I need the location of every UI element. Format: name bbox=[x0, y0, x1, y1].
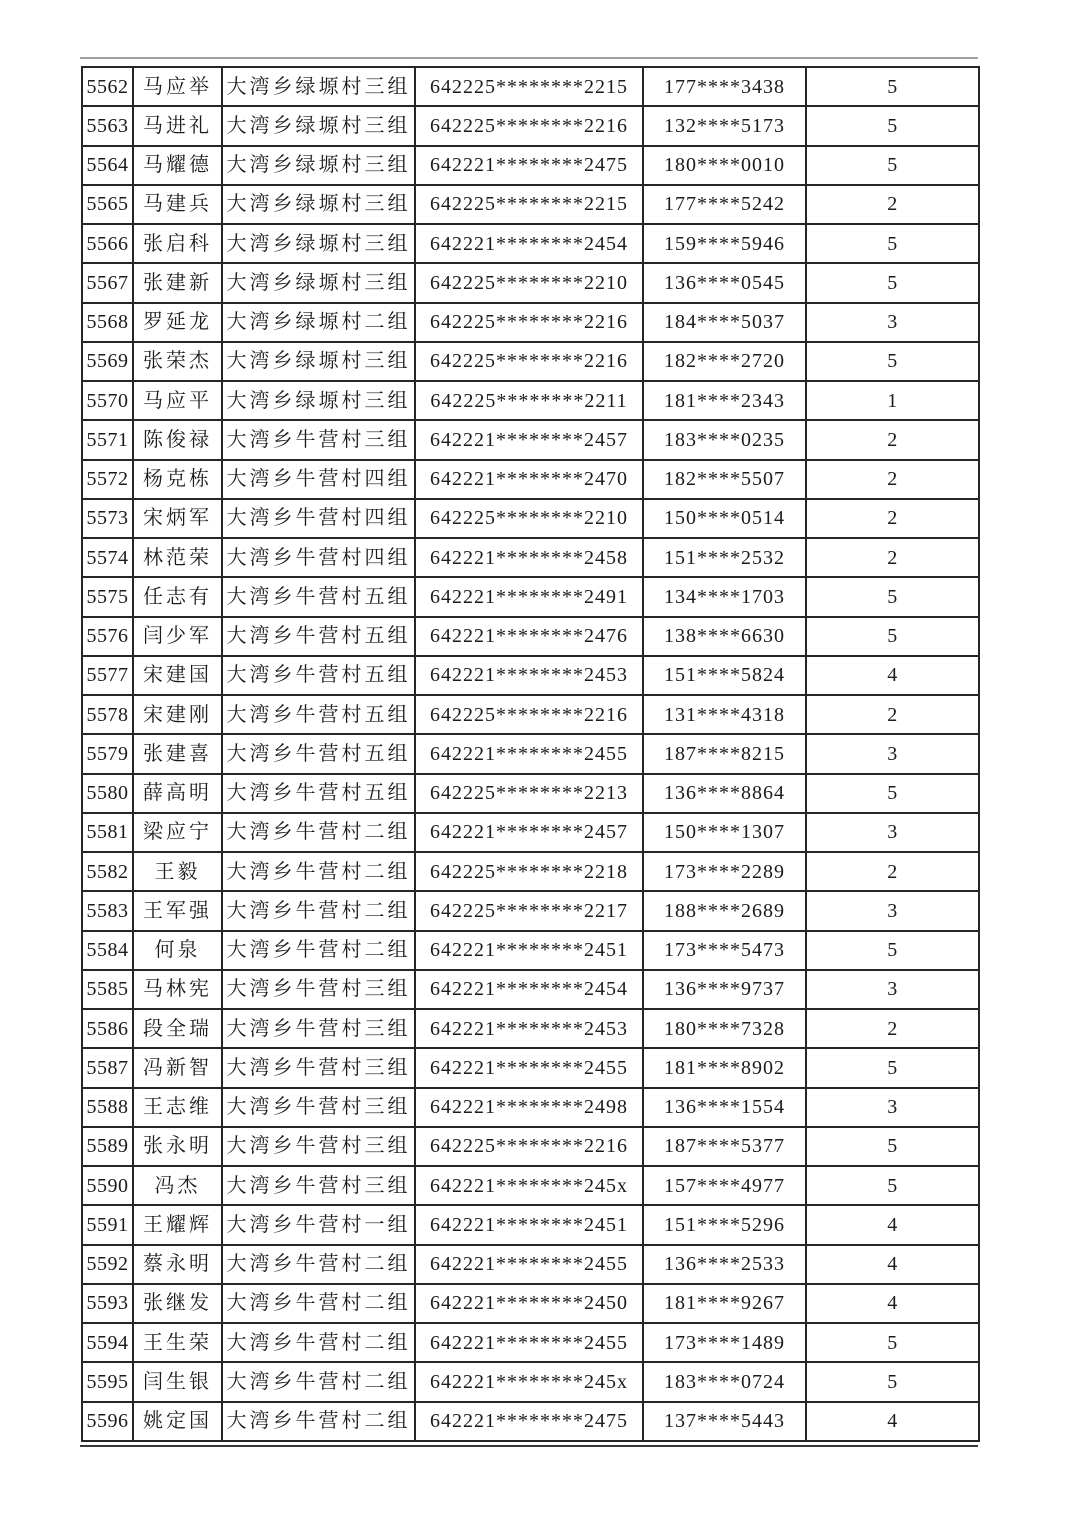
phone-cell: 183****0235 bbox=[643, 420, 806, 459]
table-row bbox=[82, 813, 979, 852]
id-number-cell: 642221********2451 bbox=[415, 1205, 643, 1244]
serial-cell: 5583 bbox=[82, 891, 133, 930]
name-cell: 马应平 bbox=[133, 381, 222, 420]
table-row bbox=[82, 342, 979, 381]
count-cell: 4 bbox=[806, 1205, 979, 1244]
address-cell: 大湾乡牛营村五组 bbox=[222, 656, 415, 695]
table-row bbox=[82, 1245, 979, 1284]
address-cell: 大湾乡绿塬村三组 bbox=[222, 146, 415, 185]
phone-cell: 150****0514 bbox=[643, 499, 806, 538]
name-cell: 任志有 bbox=[133, 577, 222, 616]
phone-cell: 184****5037 bbox=[643, 303, 806, 342]
phone-cell: 181****2343 bbox=[643, 381, 806, 420]
count-cell: 3 bbox=[806, 891, 979, 930]
table-row bbox=[82, 460, 979, 499]
count-cell: 2 bbox=[806, 460, 979, 499]
phone-cell: 182****2720 bbox=[643, 342, 806, 381]
phone-cell: 173****5473 bbox=[643, 931, 806, 970]
id-number-cell: 642225********2215 bbox=[415, 67, 643, 106]
table-row bbox=[82, 420, 979, 459]
count-cell: 3 bbox=[806, 734, 979, 773]
phone-cell: 136****0545 bbox=[643, 263, 806, 302]
name-cell: 马林宪 bbox=[133, 970, 222, 1009]
id-number-cell: 642225********2216 bbox=[415, 695, 643, 734]
id-number-cell: 642221********2451 bbox=[415, 931, 643, 970]
name-cell: 宋建刚 bbox=[133, 695, 222, 734]
address-cell: 大湾乡牛营村五组 bbox=[222, 617, 415, 656]
id-number-cell: 642221********245x bbox=[415, 1166, 643, 1205]
phone-cell: 181****8902 bbox=[643, 1048, 806, 1087]
id-number-cell: 642225********2215 bbox=[415, 185, 643, 224]
address-cell: 大湾乡牛营村五组 bbox=[222, 577, 415, 616]
table-row bbox=[82, 146, 979, 185]
serial-cell: 5578 bbox=[82, 695, 133, 734]
address-cell: 大湾乡牛营村四组 bbox=[222, 499, 415, 538]
id-number-cell: 642221********2454 bbox=[415, 970, 643, 1009]
id-number-cell: 642221********2455 bbox=[415, 1048, 643, 1087]
table-row bbox=[82, 774, 979, 813]
id-number-cell: 642225********2216 bbox=[415, 106, 643, 145]
table-row bbox=[82, 1402, 979, 1442]
address-cell: 大湾乡牛营村三组 bbox=[222, 1166, 415, 1205]
serial-cell: 5573 bbox=[82, 499, 133, 538]
phone-cell: 136****9737 bbox=[643, 970, 806, 1009]
address-cell: 大湾乡绿塬村三组 bbox=[222, 381, 415, 420]
count-cell: 4 bbox=[806, 1245, 979, 1284]
address-cell: 大湾乡牛营村五组 bbox=[222, 774, 415, 813]
table-row bbox=[82, 931, 979, 970]
phone-cell: 137****5443 bbox=[643, 1402, 806, 1442]
serial-cell: 5572 bbox=[82, 460, 133, 499]
name-cell: 马应举 bbox=[133, 67, 222, 106]
id-number-cell: 642221********2475 bbox=[415, 146, 643, 185]
serial-cell: 5595 bbox=[82, 1362, 133, 1401]
id-number-cell: 642221********2458 bbox=[415, 538, 643, 577]
name-cell: 杨克栋 bbox=[133, 460, 222, 499]
address-cell: 大湾乡牛营村二组 bbox=[222, 1284, 415, 1323]
address-cell: 大湾乡牛营村五组 bbox=[222, 734, 415, 773]
address-cell: 大湾乡绿塬村三组 bbox=[222, 106, 415, 145]
table-row bbox=[82, 1009, 979, 1048]
count-cell: 2 bbox=[806, 695, 979, 734]
phone-cell: 151****5824 bbox=[643, 656, 806, 695]
id-number-cell: 642221********245x bbox=[415, 1362, 643, 1401]
name-cell: 姚定国 bbox=[133, 1402, 222, 1442]
count-cell: 4 bbox=[806, 1402, 979, 1442]
name-cell: 王志维 bbox=[133, 1088, 222, 1127]
count-cell: 2 bbox=[806, 538, 979, 577]
name-cell: 蔡永明 bbox=[133, 1245, 222, 1284]
address-cell: 大湾乡牛营村三组 bbox=[222, 1009, 415, 1048]
phone-cell: 151****2532 bbox=[643, 538, 806, 577]
serial-cell: 5594 bbox=[82, 1323, 133, 1362]
id-number-cell: 642221********2454 bbox=[415, 224, 643, 263]
id-number-cell: 642221********2491 bbox=[415, 577, 643, 616]
table-row bbox=[82, 1284, 979, 1323]
id-number-cell: 642221********2453 bbox=[415, 1009, 643, 1048]
id-number-cell: 642225********2210 bbox=[415, 499, 643, 538]
serial-cell: 5579 bbox=[82, 734, 133, 773]
serial-cell: 5587 bbox=[82, 1048, 133, 1087]
serial-cell: 5565 bbox=[82, 185, 133, 224]
table-row bbox=[82, 106, 979, 145]
address-cell: 大湾乡牛营村四组 bbox=[222, 538, 415, 577]
phone-cell: 136****2533 bbox=[643, 1245, 806, 1284]
name-cell: 王耀辉 bbox=[133, 1205, 222, 1244]
serial-cell: 5564 bbox=[82, 146, 133, 185]
address-cell: 大湾乡牛营村一组 bbox=[222, 1205, 415, 1244]
serial-cell: 5570 bbox=[82, 381, 133, 420]
name-cell: 罗延龙 bbox=[133, 303, 222, 342]
phone-cell: 181****9267 bbox=[643, 1284, 806, 1323]
phone-cell: 132****5173 bbox=[643, 106, 806, 145]
address-cell: 大湾乡牛营村二组 bbox=[222, 1245, 415, 1284]
name-cell: 马进礼 bbox=[133, 106, 222, 145]
count-cell: 5 bbox=[806, 1048, 979, 1087]
name-cell: 梁应宁 bbox=[133, 813, 222, 852]
phone-cell: 188****2689 bbox=[643, 891, 806, 930]
count-cell: 1 bbox=[806, 381, 979, 420]
count-cell: 3 bbox=[806, 1088, 979, 1127]
serial-cell: 5584 bbox=[82, 931, 133, 970]
table-row bbox=[82, 185, 979, 224]
serial-cell: 5568 bbox=[82, 303, 133, 342]
phone-cell: 183****0724 bbox=[643, 1362, 806, 1401]
table-row bbox=[82, 617, 979, 656]
serial-cell: 5585 bbox=[82, 970, 133, 1009]
id-number-cell: 642225********2211 bbox=[415, 381, 643, 420]
phone-cell: 134****1703 bbox=[643, 577, 806, 616]
id-number-cell: 642221********2453 bbox=[415, 656, 643, 695]
id-number-cell: 642221********2450 bbox=[415, 1284, 643, 1323]
id-number-cell: 642221********2457 bbox=[415, 420, 643, 459]
count-cell: 2 bbox=[806, 1009, 979, 1048]
address-cell: 大湾乡牛营村五组 bbox=[222, 695, 415, 734]
phone-cell: 136****8864 bbox=[643, 774, 806, 813]
serial-cell: 5589 bbox=[82, 1127, 133, 1166]
count-cell: 5 bbox=[806, 617, 979, 656]
count-cell: 4 bbox=[806, 656, 979, 695]
count-cell: 5 bbox=[806, 1166, 979, 1205]
table-row bbox=[82, 1362, 979, 1401]
table-row bbox=[82, 695, 979, 734]
count-cell: 5 bbox=[806, 1362, 979, 1401]
name-cell: 冯新智 bbox=[133, 1048, 222, 1087]
name-cell: 马建兵 bbox=[133, 185, 222, 224]
count-cell: 5 bbox=[806, 774, 979, 813]
serial-cell: 5591 bbox=[82, 1205, 133, 1244]
id-number-cell: 642221********2498 bbox=[415, 1088, 643, 1127]
name-cell: 王军强 bbox=[133, 891, 222, 930]
phone-cell: 182****5507 bbox=[643, 460, 806, 499]
phone-cell: 150****1307 bbox=[643, 813, 806, 852]
table-row bbox=[82, 852, 979, 891]
phone-cell: 136****1554 bbox=[643, 1088, 806, 1127]
serial-cell: 5592 bbox=[82, 1245, 133, 1284]
name-cell: 张荣杰 bbox=[133, 342, 222, 381]
serial-cell: 5580 bbox=[82, 774, 133, 813]
count-cell: 3 bbox=[806, 303, 979, 342]
address-cell: 大湾乡牛营村二组 bbox=[222, 891, 415, 930]
address-cell: 大湾乡牛营村二组 bbox=[222, 852, 415, 891]
table-row bbox=[82, 303, 979, 342]
count-cell: 3 bbox=[806, 813, 979, 852]
phone-cell: 180****7328 bbox=[643, 1009, 806, 1048]
name-cell: 闫生银 bbox=[133, 1362, 222, 1401]
serial-cell: 5563 bbox=[82, 106, 133, 145]
phone-cell: 159****5946 bbox=[643, 224, 806, 263]
name-cell: 林范荣 bbox=[133, 538, 222, 577]
serial-cell: 5574 bbox=[82, 538, 133, 577]
table-row bbox=[82, 734, 979, 773]
serial-cell: 5590 bbox=[82, 1166, 133, 1205]
id-number-cell: 642221********2455 bbox=[415, 1323, 643, 1362]
count-cell: 5 bbox=[806, 577, 979, 616]
phone-cell: 177****5242 bbox=[643, 185, 806, 224]
serial-cell: 5586 bbox=[82, 1009, 133, 1048]
phone-cell: 138****6630 bbox=[643, 617, 806, 656]
id-number-cell: 642221********2470 bbox=[415, 460, 643, 499]
table-row bbox=[82, 538, 979, 577]
phone-cell: 151****5296 bbox=[643, 1205, 806, 1244]
name-cell: 张建新 bbox=[133, 263, 222, 302]
table-row bbox=[82, 970, 979, 1009]
name-cell: 张永明 bbox=[133, 1127, 222, 1166]
name-cell: 何泉 bbox=[133, 931, 222, 970]
name-cell: 薛高明 bbox=[133, 774, 222, 813]
address-cell: 大湾乡牛营村二组 bbox=[222, 813, 415, 852]
address-cell: 大湾乡牛营村三组 bbox=[222, 1048, 415, 1087]
table-row bbox=[82, 381, 979, 420]
name-cell: 段全瑞 bbox=[133, 1009, 222, 1048]
id-number-cell: 642225********2218 bbox=[415, 852, 643, 891]
address-cell: 大湾乡绿塬村三组 bbox=[222, 263, 415, 302]
id-number-cell: 642221********2455 bbox=[415, 1245, 643, 1284]
count-cell: 2 bbox=[806, 185, 979, 224]
name-cell: 王生荣 bbox=[133, 1323, 222, 1362]
roster-table bbox=[81, 66, 980, 1442]
table-row bbox=[82, 656, 979, 695]
table-row bbox=[82, 1088, 979, 1127]
table-row bbox=[82, 891, 979, 930]
address-cell: 大湾乡牛营村三组 bbox=[222, 420, 415, 459]
table-row bbox=[82, 1166, 979, 1205]
name-cell: 张继发 bbox=[133, 1284, 222, 1323]
count-cell: 5 bbox=[806, 146, 979, 185]
count-cell: 5 bbox=[806, 342, 979, 381]
serial-cell: 5581 bbox=[82, 813, 133, 852]
serial-cell: 5582 bbox=[82, 852, 133, 891]
id-number-cell: 642225********2216 bbox=[415, 342, 643, 381]
count-cell: 5 bbox=[806, 224, 979, 263]
id-number-cell: 642221********2457 bbox=[415, 813, 643, 852]
address-cell: 大湾乡牛营村三组 bbox=[222, 1127, 415, 1166]
id-number-cell: 642225********2217 bbox=[415, 891, 643, 930]
name-cell: 张建喜 bbox=[133, 734, 222, 773]
phone-cell: 131****4318 bbox=[643, 695, 806, 734]
count-cell: 4 bbox=[806, 1284, 979, 1323]
phone-cell: 177****3438 bbox=[643, 67, 806, 106]
count-cell: 2 bbox=[806, 499, 979, 538]
phone-cell: 187****8215 bbox=[643, 734, 806, 773]
count-cell: 2 bbox=[806, 852, 979, 891]
table-row bbox=[82, 1048, 979, 1087]
serial-cell: 5571 bbox=[82, 420, 133, 459]
serial-cell: 5567 bbox=[82, 263, 133, 302]
table-row bbox=[82, 577, 979, 616]
count-cell: 5 bbox=[806, 67, 979, 106]
address-cell: 大湾乡牛营村二组 bbox=[222, 1402, 415, 1442]
id-number-cell: 642225********2216 bbox=[415, 1127, 643, 1166]
name-cell: 张启科 bbox=[133, 224, 222, 263]
page-top-rule bbox=[80, 57, 978, 59]
table-row bbox=[82, 224, 979, 263]
page-bottom-rule bbox=[80, 1445, 978, 1447]
address-cell: 大湾乡牛营村三组 bbox=[222, 1088, 415, 1127]
address-cell: 大湾乡牛营村二组 bbox=[222, 931, 415, 970]
count-cell: 5 bbox=[806, 1323, 979, 1362]
name-cell: 闫少军 bbox=[133, 617, 222, 656]
serial-cell: 5588 bbox=[82, 1088, 133, 1127]
address-cell: 大湾乡牛营村二组 bbox=[222, 1323, 415, 1362]
count-cell: 2 bbox=[806, 420, 979, 459]
serial-cell: 5596 bbox=[82, 1402, 133, 1442]
serial-cell: 5566 bbox=[82, 224, 133, 263]
id-number-cell: 642221********2476 bbox=[415, 617, 643, 656]
address-cell: 大湾乡绿塬村二组 bbox=[222, 303, 415, 342]
address-cell: 大湾乡绿塬村三组 bbox=[222, 67, 415, 106]
name-cell: 陈俊禄 bbox=[133, 420, 222, 459]
phone-cell: 187****5377 bbox=[643, 1127, 806, 1166]
address-cell: 大湾乡绿塬村三组 bbox=[222, 185, 415, 224]
count-cell: 5 bbox=[806, 106, 979, 145]
table-row bbox=[82, 1323, 979, 1362]
id-number-cell: 642225********2216 bbox=[415, 303, 643, 342]
name-cell: 马耀德 bbox=[133, 146, 222, 185]
serial-cell: 5562 bbox=[82, 67, 133, 106]
name-cell: 王毅 bbox=[133, 852, 222, 891]
phone-cell: 173****1489 bbox=[643, 1323, 806, 1362]
table-row bbox=[82, 1205, 979, 1244]
phone-cell: 173****2289 bbox=[643, 852, 806, 891]
phone-cell: 180****0010 bbox=[643, 146, 806, 185]
serial-cell: 5577 bbox=[82, 656, 133, 695]
name-cell: 宋建国 bbox=[133, 656, 222, 695]
serial-cell: 5576 bbox=[82, 617, 133, 656]
count-cell: 3 bbox=[806, 970, 979, 1009]
table-row bbox=[82, 263, 979, 302]
address-cell: 大湾乡绿塬村三组 bbox=[222, 224, 415, 263]
serial-cell: 5593 bbox=[82, 1284, 133, 1323]
count-cell: 5 bbox=[806, 263, 979, 302]
table-row bbox=[82, 1127, 979, 1166]
serial-cell: 5575 bbox=[82, 577, 133, 616]
table-row bbox=[82, 499, 979, 538]
count-cell: 5 bbox=[806, 931, 979, 970]
id-number-cell: 642225********2213 bbox=[415, 774, 643, 813]
address-cell: 大湾乡牛营村二组 bbox=[222, 1362, 415, 1401]
roster-table-body bbox=[82, 67, 979, 1441]
address-cell: 大湾乡牛营村三组 bbox=[222, 970, 415, 1009]
address-cell: 大湾乡绿塬村三组 bbox=[222, 342, 415, 381]
phone-cell: 157****4977 bbox=[643, 1166, 806, 1205]
name-cell: 冯杰 bbox=[133, 1166, 222, 1205]
id-number-cell: 642221********2455 bbox=[415, 734, 643, 773]
serial-cell: 5569 bbox=[82, 342, 133, 381]
id-number-cell: 642221********2475 bbox=[415, 1402, 643, 1442]
address-cell: 大湾乡牛营村四组 bbox=[222, 460, 415, 499]
id-number-cell: 642225********2210 bbox=[415, 263, 643, 302]
table-row bbox=[82, 67, 979, 106]
name-cell: 宋炳军 bbox=[133, 499, 222, 538]
count-cell: 5 bbox=[806, 1127, 979, 1166]
